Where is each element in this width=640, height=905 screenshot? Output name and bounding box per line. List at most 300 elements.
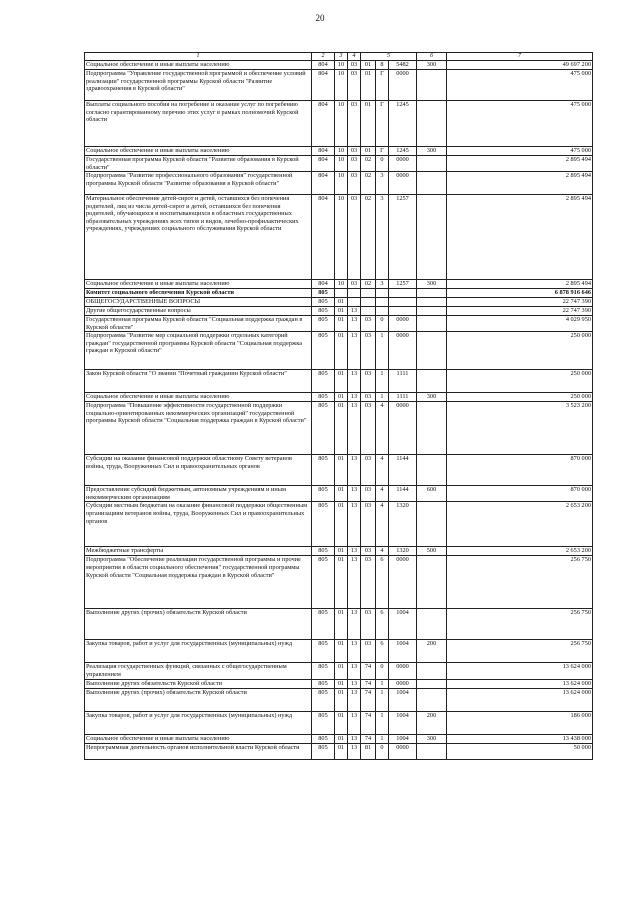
section-code: 01	[335, 393, 348, 402]
amount: 2 895 494	[447, 280, 593, 289]
expense-type-code	[417, 663, 447, 679]
row-name: Государственная программа Курской области "Социальная поддержка граждан в Курской области"	[85, 316, 312, 332]
direction-code: 1257	[389, 195, 417, 280]
row-name: Закупка товаров, работ и услуг для государственных (муниципальных) нужд	[85, 640, 312, 663]
expense-type-code	[417, 455, 447, 486]
subsection-code: 13	[348, 663, 361, 679]
expense-type-code	[417, 289, 447, 298]
section-code: 10	[335, 101, 348, 147]
ministry-code: 805	[312, 640, 335, 663]
table-row	[85, 61, 593, 70]
subsection-code: 03	[348, 61, 361, 70]
table-row	[85, 486, 593, 502]
section-code: 01	[335, 332, 348, 370]
ministry-code: 805	[312, 711, 335, 734]
expense-type-code: 500	[417, 547, 447, 556]
program-code: 74	[361, 688, 376, 711]
section-code: 01	[335, 640, 348, 663]
section-code: 01	[335, 743, 348, 759]
row-name: Подпрограмма "Повышение эффективности государственной поддержки социально-ориентированных некоммерческих организаций" государственной программы Курской области "Социальная поддержка граждан в Курской области"	[85, 402, 312, 455]
subprogram-code: 1	[376, 393, 389, 402]
amount: 13 624 000	[447, 679, 593, 688]
subprogram-code: 0	[376, 743, 389, 759]
subprogram-code: Г	[376, 147, 389, 156]
row-name: Социальное обеспечение и иные выплаты населению	[85, 280, 312, 289]
ministry-code: 805	[312, 370, 335, 393]
row-name: Подпрограмма "Развитие профессионального образования" государственной программы Курской области "Развитие образования в Курской области"	[85, 172, 312, 195]
subprogram-code: 3	[376, 280, 389, 289]
table-row	[85, 679, 593, 688]
table-row	[85, 688, 593, 711]
amount: 2 895 494	[447, 156, 593, 172]
section-code: 01	[335, 298, 348, 307]
table-row	[85, 280, 593, 289]
table-row	[85, 332, 593, 370]
section-code: 01	[335, 307, 348, 316]
direction-code: 1111	[389, 393, 417, 402]
ministry-code: 804	[312, 195, 335, 280]
row-name: Закон Курской области "О звании "Почетный гражданин Курской области"	[85, 370, 312, 393]
subsection-code: 13	[348, 688, 361, 711]
ministry-code: 805	[312, 679, 335, 688]
table-row	[85, 455, 593, 486]
ministry-code: 805	[312, 502, 335, 547]
amount: 475 000	[447, 101, 593, 147]
ministry-code: 804	[312, 156, 335, 172]
table-row	[85, 663, 593, 679]
direction-code: 0000	[389, 316, 417, 332]
program-code: 74	[361, 734, 376, 743]
table-row	[85, 147, 593, 156]
ministry-code: 805	[312, 307, 335, 316]
program-code: 81	[361, 743, 376, 759]
expense-type-code	[417, 609, 447, 640]
program-code: 03	[361, 547, 376, 556]
expense-type-code	[417, 679, 447, 688]
expense-type-code: 600	[417, 486, 447, 502]
table-row	[85, 70, 593, 101]
ministry-code: 804	[312, 101, 335, 147]
row-name: Реализация государственных функций, связанных с общегосударственным управлением	[85, 663, 312, 679]
program-code: 74	[361, 663, 376, 679]
subprogram-code: 4	[376, 486, 389, 502]
section-code: 01	[335, 609, 348, 640]
subsection-code: 03	[348, 156, 361, 172]
row-name: Подпрограмма "Развитие мер социальной поддержки отдельных категорий граждан" государственной программы Курской области "Социальная поддержка граждан в Курской области"	[85, 332, 312, 370]
ministry-code: 805	[312, 547, 335, 556]
amount: 256 750	[447, 640, 593, 663]
subsection-code: 13	[348, 743, 361, 759]
subprogram-code: 6	[376, 640, 389, 663]
table-row	[85, 711, 593, 734]
subprogram-code: 4	[376, 402, 389, 455]
subprogram-code: 1	[376, 332, 389, 370]
subsection-code: 13	[348, 547, 361, 556]
expense-type-code: 300	[417, 280, 447, 289]
section-code: 01	[335, 455, 348, 486]
direction-code: 1245	[389, 101, 417, 147]
program-code: 01	[361, 70, 376, 101]
program-code: 03	[361, 393, 376, 402]
program-code	[361, 289, 376, 298]
expense-type-code	[417, 172, 447, 195]
header-cell: 6	[417, 53, 447, 61]
subprogram-code: 6	[376, 556, 389, 609]
program-code: 02	[361, 195, 376, 280]
amount: 870 000	[447, 486, 593, 502]
direction-code: 5482	[389, 61, 417, 70]
table-body	[85, 53, 593, 760]
section-code: 01	[335, 316, 348, 332]
program-code: 03	[361, 640, 376, 663]
row-name: Социальное обеспечение и иные выплаты населению	[85, 393, 312, 402]
subsection-code: 03	[348, 147, 361, 156]
row-name: Подпрограмма "Обеспечение реализации государственной программы и прочие мероприятия в области социального обеспечения" государственной программы Курской области "Социальная поддержка граждан в Курской области"	[85, 556, 312, 609]
section-code: 01	[335, 547, 348, 556]
direction-code: 0000	[389, 156, 417, 172]
program-code: 03	[361, 402, 376, 455]
amount: 22 747 390	[447, 307, 593, 316]
amount: 4 029 950	[447, 316, 593, 332]
direction-code: 0000	[389, 70, 417, 101]
expense-type-code: 200	[417, 640, 447, 663]
program-code: 01	[361, 147, 376, 156]
row-name: Комитет социального обеспечения Курской области	[85, 289, 312, 298]
table-row	[85, 547, 593, 556]
expense-type-code: 300	[417, 734, 447, 743]
ministry-code: 804	[312, 61, 335, 70]
amount: 2 895 494	[447, 195, 593, 280]
subsection-code: 13	[348, 679, 361, 688]
program-code: 02	[361, 280, 376, 289]
amount: 13 438 000	[447, 734, 593, 743]
amount: 49 697 200	[447, 61, 593, 70]
subprogram-code: 1	[376, 688, 389, 711]
row-name: Выполнение других обязательств Курской области	[85, 679, 312, 688]
amount: 13 624 000	[447, 663, 593, 679]
ministry-code: 805	[312, 455, 335, 486]
amount: 475 000	[447, 70, 593, 101]
section-code	[335, 289, 348, 298]
direction-code: 0000	[389, 402, 417, 455]
expense-type-code	[417, 502, 447, 547]
expense-type-code	[417, 370, 447, 393]
amount: 22 747 390	[447, 298, 593, 307]
subsection-code: 13	[348, 307, 361, 316]
table-row	[85, 195, 593, 280]
row-name: Выполнение других (прочих) обязательств Курской области	[85, 688, 312, 711]
row-name: Закупка товаров, работ и услуг для государственных (муниципальных) нужд	[85, 711, 312, 734]
table-row	[85, 289, 593, 298]
section-code: 10	[335, 280, 348, 289]
amount: 2 653 200	[447, 547, 593, 556]
subsection-code: 13	[348, 734, 361, 743]
subprogram-code: 0	[376, 316, 389, 332]
amount: 870 000	[447, 455, 593, 486]
expense-type-code: 300	[417, 61, 447, 70]
table-row	[85, 307, 593, 316]
table-row	[85, 156, 593, 172]
amount: 2 895 494	[447, 172, 593, 195]
subprogram-code: Г	[376, 70, 389, 101]
budget-table	[84, 52, 593, 760]
row-name: Непрограммная деятельность органов исполнительной власти Курской области	[85, 743, 312, 759]
expense-type-code	[417, 402, 447, 455]
expense-type-code	[417, 332, 447, 370]
row-name: Субсидии местным бюджетам на оказание финансовой поддержки общественным организациям ветеранов войны, труда, Вооруженных Сил и правоохранительных органов	[85, 502, 312, 547]
subsection-code: 13	[348, 711, 361, 734]
expense-type-code	[417, 70, 447, 101]
program-code: 03	[361, 486, 376, 502]
program-code	[361, 307, 376, 316]
row-name: ОБЩЕГОСУДАРСТВЕННЫЕ ВОПРОСЫ	[85, 298, 312, 307]
ministry-code: 805	[312, 316, 335, 332]
section-code: 01	[335, 370, 348, 393]
amount: 186 000	[447, 711, 593, 734]
amount: 13 624 000	[447, 688, 593, 711]
ministry-code: 805	[312, 332, 335, 370]
subsection-code: 13	[348, 455, 361, 486]
row-name: Субсидии на оказание финансовой поддержки областному Совету ветеранов войны, труда, Вооруженных Сил и правоохранительных органов	[85, 455, 312, 486]
amount: 6 878 916 646	[447, 289, 593, 298]
row-name: Социальное обеспечение и иные выплаты населению	[85, 147, 312, 156]
subprogram-code: Г	[376, 101, 389, 147]
program-code: 74	[361, 679, 376, 688]
header-cell: 2	[312, 53, 335, 61]
row-name: Материальное обеспечение детей-сирот и детей, оставшихся без попечения родителей, лиц из числа детей-сирот и детей, оставшихся без попечения родителей, обучающихся и воспитывающихся в областных государственных образовательных учреждениях всех типов и видов, лечебно-профилактических учреждениях, учреждениях социального обслуживания Курской области	[85, 195, 312, 280]
amount: 2 653 200	[447, 502, 593, 547]
program-code: 03	[361, 556, 376, 609]
program-code: 01	[361, 61, 376, 70]
direction-code: 1004	[389, 640, 417, 663]
amount: 475 000	[447, 147, 593, 156]
direction-code: 0000	[389, 172, 417, 195]
table-row	[85, 502, 593, 547]
table-row	[85, 393, 593, 402]
row-name: Другие общегосударственные вопросы	[85, 307, 312, 316]
subprogram-code: 0	[376, 156, 389, 172]
table-row	[85, 298, 593, 307]
direction-code: 0000	[389, 556, 417, 609]
ministry-code: 804	[312, 280, 335, 289]
subsection-code: 13	[348, 316, 361, 332]
direction-code: 0000	[389, 679, 417, 688]
expense-type-code	[417, 195, 447, 280]
program-code: 03	[361, 502, 376, 547]
ministry-code: 805	[312, 556, 335, 609]
section-code: 01	[335, 679, 348, 688]
subprogram-code: 1	[376, 679, 389, 688]
section-code: 10	[335, 147, 348, 156]
expense-type-code: 300	[417, 393, 447, 402]
subsection-code: 13	[348, 556, 361, 609]
subsection-code: 13	[348, 370, 361, 393]
subprogram-code: 6	[376, 609, 389, 640]
ministry-code: 804	[312, 70, 335, 101]
expense-type-code	[417, 156, 447, 172]
ministry-code: 805	[312, 289, 335, 298]
subprogram-code	[376, 307, 389, 316]
expense-type-code	[417, 298, 447, 307]
subprogram-code: 4	[376, 455, 389, 486]
expense-type-code: 300	[417, 147, 447, 156]
subsection-code: 13	[348, 332, 361, 370]
section-code: 10	[335, 70, 348, 101]
header-cell: 3	[335, 53, 348, 61]
direction-code: 1004	[389, 688, 417, 711]
direction-code	[389, 289, 417, 298]
amount: 256 750	[447, 609, 593, 640]
subsection-code: 13	[348, 486, 361, 502]
subsection-code: 03	[348, 195, 361, 280]
subsection-code: 13	[348, 402, 361, 455]
subprogram-code: 1	[376, 734, 389, 743]
section-code: 10	[335, 195, 348, 280]
direction-code: 1257	[389, 280, 417, 289]
ministry-code: 804	[312, 147, 335, 156]
expense-type-code	[417, 101, 447, 147]
subsection-code: 13	[348, 502, 361, 547]
section-code: 01	[335, 486, 348, 502]
table-row	[85, 402, 593, 455]
program-code: 03	[361, 370, 376, 393]
page-number: 20	[315, 13, 325, 23]
ministry-code: 805	[312, 393, 335, 402]
table-row	[85, 316, 593, 332]
direction-code: 1245	[389, 147, 417, 156]
ministry-code: 805	[312, 688, 335, 711]
program-code: 01	[361, 101, 376, 147]
amount: 250 000	[447, 332, 593, 370]
program-code: 02	[361, 156, 376, 172]
expense-type-code	[417, 743, 447, 759]
table-row	[85, 640, 593, 663]
ministry-code: 805	[312, 663, 335, 679]
amount: 250 000	[447, 393, 593, 402]
subprogram-code	[376, 298, 389, 307]
subprogram-code: 1	[376, 711, 389, 734]
subsection-code	[348, 289, 361, 298]
program-code: 03	[361, 455, 376, 486]
subsection-code: 03	[348, 101, 361, 147]
table-row	[85, 172, 593, 195]
ministry-code: 804	[312, 172, 335, 195]
row-name: Выплаты социального пособия на погребение и оказание услуг по погребению согласно гарантированному перечню этих услуг в рамках полномочий Курской области	[85, 101, 312, 147]
table-row	[85, 101, 593, 147]
table-row	[85, 556, 593, 609]
table-row	[85, 609, 593, 640]
header-row	[85, 53, 593, 61]
header-cell: 4	[348, 53, 361, 61]
direction-code: 1004	[389, 711, 417, 734]
table-row	[85, 734, 593, 743]
subsection-code: 13	[348, 609, 361, 640]
amount: 50 000	[447, 743, 593, 759]
subprogram-code: 3	[376, 172, 389, 195]
program-code: 02	[361, 172, 376, 195]
program-code: 03	[361, 609, 376, 640]
direction-code: 0000	[389, 663, 417, 679]
subprogram-code: 4	[376, 547, 389, 556]
section-code: 01	[335, 711, 348, 734]
subsection-code: 03	[348, 70, 361, 101]
subprogram-code	[376, 289, 389, 298]
header-cell: 7	[447, 53, 593, 61]
expense-type-code: 200	[417, 711, 447, 734]
section-code: 10	[335, 156, 348, 172]
table-row	[85, 743, 593, 759]
section-code: 01	[335, 502, 348, 547]
direction-code: 1144	[389, 455, 417, 486]
section-code: 01	[335, 734, 348, 743]
direction-code: 1320	[389, 502, 417, 547]
direction-code: 0000	[389, 332, 417, 370]
row-name: Подпрограмма "Управление государственной программой и обеспечение условий реализации" государственной программы Курской области "Развитие здравоохранения в Курской области"	[85, 70, 312, 101]
table-row	[85, 370, 593, 393]
direction-code	[389, 298, 417, 307]
program-code: 03	[361, 332, 376, 370]
ministry-code: 805	[312, 402, 335, 455]
expense-type-code	[417, 688, 447, 711]
section-code: 01	[335, 688, 348, 711]
direction-code: 0000	[389, 743, 417, 759]
amount: 256 750	[447, 556, 593, 609]
ministry-code: 805	[312, 298, 335, 307]
row-name: Социальное обеспечение и иные выплаты населению	[85, 61, 312, 70]
amount: 250 000	[447, 370, 593, 393]
subsection-code: 13	[348, 393, 361, 402]
ministry-code: 805	[312, 743, 335, 759]
ministry-code: 805	[312, 734, 335, 743]
section-code: 01	[335, 402, 348, 455]
subprogram-code: 8	[376, 61, 389, 70]
ministry-code: 805	[312, 609, 335, 640]
row-name: Межбюджетные трансферты	[85, 547, 312, 556]
ministry-code: 805	[312, 486, 335, 502]
section-code: 01	[335, 663, 348, 679]
direction-code: 1111	[389, 370, 417, 393]
amount: 3 523 200	[447, 402, 593, 455]
section-code: 10	[335, 172, 348, 195]
subprogram-code: 1	[376, 370, 389, 393]
direction-code: 1004	[389, 609, 417, 640]
direction-code: 1320	[389, 547, 417, 556]
row-name: Предоставление субсидий бюджетным, автономным учреждениям и иным некоммерческим организациям	[85, 486, 312, 502]
subsection-code	[348, 298, 361, 307]
subprogram-code: 3	[376, 195, 389, 280]
subsection-code: 03	[348, 172, 361, 195]
program-code	[361, 298, 376, 307]
subsection-code: 03	[348, 280, 361, 289]
subprogram-code: 4	[376, 502, 389, 547]
expense-type-code	[417, 316, 447, 332]
subprogram-code: 0	[376, 663, 389, 679]
section-code: 01	[335, 556, 348, 609]
direction-code: 1144	[389, 486, 417, 502]
section-code: 10	[335, 61, 348, 70]
row-name: Социальное обеспечение и иные выплаты населению	[85, 734, 312, 743]
expense-type-code	[417, 307, 447, 316]
expense-type-code	[417, 556, 447, 609]
header-cell: 5	[361, 53, 417, 61]
program-code: 74	[361, 711, 376, 734]
header-cell: 1	[85, 53, 312, 61]
direction-code	[389, 307, 417, 316]
program-code: 03	[361, 316, 376, 332]
row-name: Государственная программа Курской области "Развитие образования в Курской области"	[85, 156, 312, 172]
row-name: Выполнение других (прочих) обязательств Курской области	[85, 609, 312, 640]
direction-code: 1004	[389, 734, 417, 743]
